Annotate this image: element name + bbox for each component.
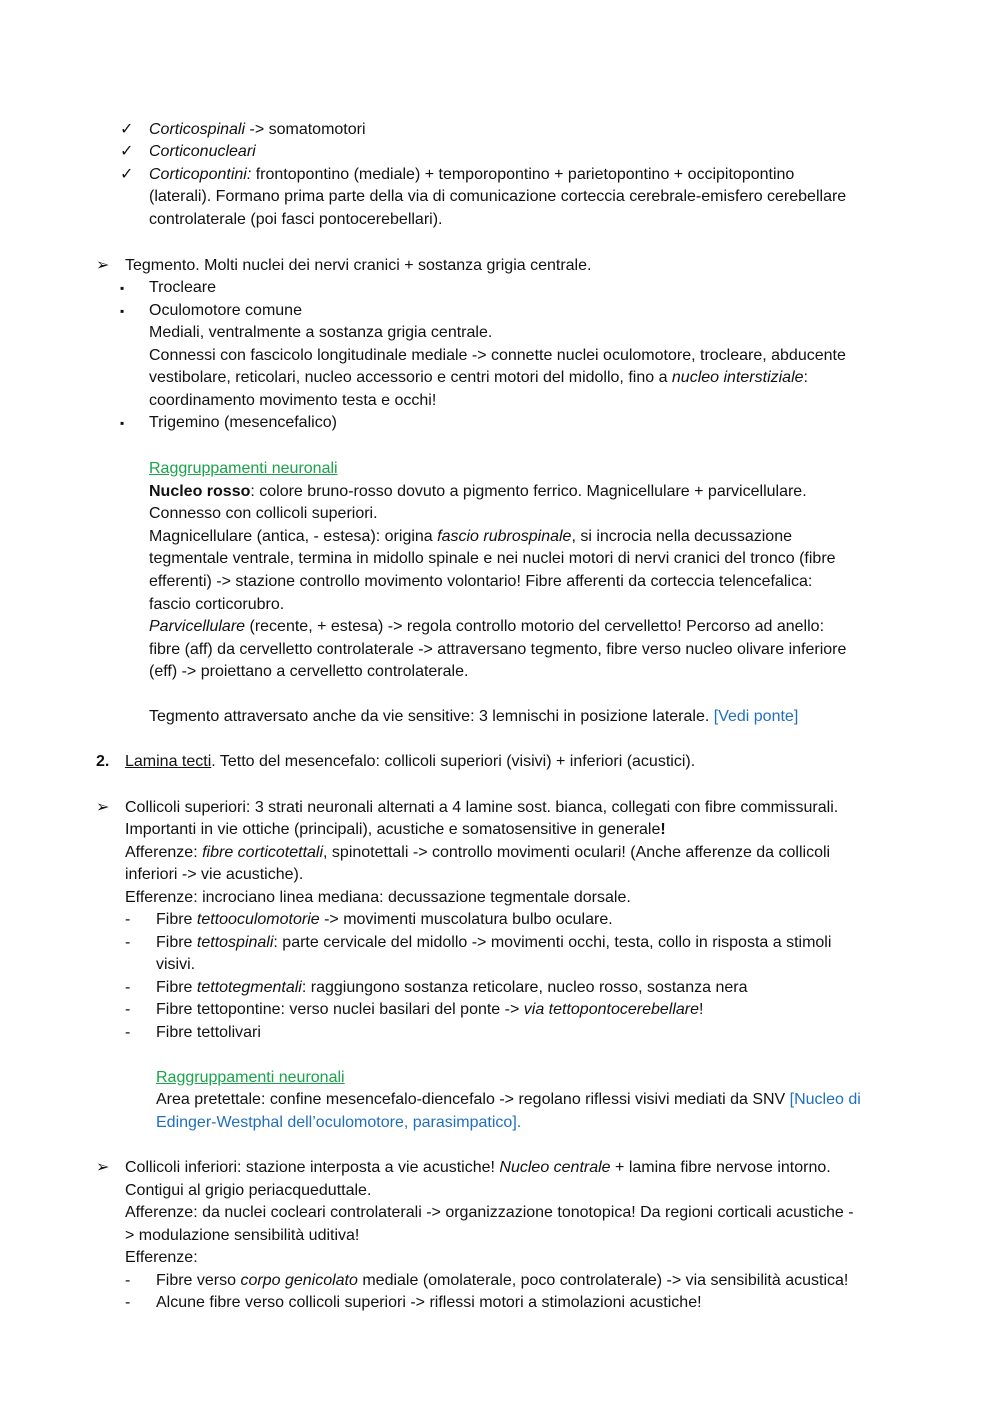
text-line: Nucleo rosso: colore bruno-rosso dovuto a pigmento ferrico. Magnicellulare + parvicellulare. [149, 483, 807, 500]
text-line: Connesso con collicoli superiori. [149, 505, 378, 522]
text-line: efferenti) -> stazione controllo movimento volontario! Fibre afferenti da corteccia telencefalica: [149, 573, 813, 590]
dash-bullet: - [125, 1024, 131, 1041]
text-line: (eff) -> proiettano a cervelletto controlaterale. [149, 663, 469, 680]
collicoli-inferiori-title: Collicoli inferiori: stazione interposta a vie acustiche! Nucleo centrale + lamina fibre nervose intorno. [125, 1159, 831, 1176]
text-line: Area pretettale: confine mesencefalo-diencefalo -> regolano riflessi visivi mediati da SNV [Nucleo di [156, 1091, 861, 1108]
list-item: Fibre tettooculomotorie -> movimenti muscolatura bulbo oculare. [156, 911, 613, 928]
checkmark-icon: ✓ [120, 166, 134, 183]
tegmento-title: Tegmento. Molti nuclei dei nervi cranici + sostanza grigia centrale. [125, 257, 592, 274]
section-heading-raggruppamenti: Raggruppamenti neuronali [156, 1069, 345, 1086]
arrow-bullet-icon: ➢ [96, 799, 110, 816]
text-line: Afferenze: fibre corticotettali, spinotettali -> controllo movimenti oculari! (Anche afferenze da collicoli [125, 844, 831, 861]
text-line: visivi. [156, 956, 196, 973]
collicoli-superiori-title: Collicoli superiori: 3 strati neuronali alternati a 4 lamine sost. bianca, collegati con fibre commissurali. [125, 799, 839, 816]
section-number: 2. [96, 753, 110, 770]
lamina-tecti-line: Lamina tecti. Tetto del mesencefalo: collicoli superiori (visivi) + inferiori (acustici). [125, 753, 696, 770]
text-line: Efferenze: [125, 1249, 198, 1266]
text-line: Contigui al grigio periacqueduttale. [125, 1182, 372, 1199]
dash-bullet: - [125, 1001, 131, 1018]
list-item: Fibre tettolivari [156, 1024, 261, 1041]
dash-bullet: - [125, 934, 131, 951]
item-oculomotore: Oculomotore comune [149, 302, 302, 319]
text-line: Importanti in vie ottiche (principali), acustiche e somatosensitive in generale! [125, 821, 666, 838]
dash-bullet: - [125, 911, 131, 928]
list-item: Fibre verso corpo genicolato mediale (omolaterale, poco controlaterale) -> via sensibilità acustica! [156, 1272, 849, 1289]
text-line: controlaterale (poi fasci pontocerebellari). [149, 211, 443, 228]
arrow-bullet-icon: ➢ [96, 257, 110, 274]
item-corticospinali: Corticospinali -> somatomotori [149, 121, 366, 138]
text-line: tegmentale ventrale, termina in midollo spinale e nei nuclei motori di nervi cranici del tronco (fibre [149, 550, 836, 567]
edinger-westphal-link[interactable]: [Nucleo di [789, 1091, 861, 1108]
checkmark-icon: ✓ [120, 121, 134, 138]
text-line: (laterali). Formano prima parte della via di comunicazione corteccia cerebrale-emisfero cerebellare [149, 188, 847, 205]
text-line: Parvicellulare (recente, + estesa) -> regola controllo motorio del cervelletto! Percorso ad anello: [149, 618, 825, 635]
text-line: fascio corticorubro. [149, 596, 285, 613]
list-item: Fibre tettospinali: parte cervicale del midollo -> movimenti occhi, testa, collo in risposta a stimoli [156, 934, 832, 951]
item-corticonucleari: Corticonucleari [149, 143, 256, 160]
text-line: > modulazione sensibilità uditiva! [125, 1227, 360, 1244]
dash-bullet: - [125, 1272, 131, 1289]
list-item: Fibre tettopontine: verso nuclei basilari del ponte -> via tettopontocerebellare! [156, 1001, 704, 1018]
item-trocleare: Trocleare [149, 279, 216, 296]
list-item: Alcune fibre verso collicoli superiori -> riflessi motori a stimolazioni acustiche! [156, 1294, 702, 1311]
section-heading-raggruppamenti: Raggruppamenti neuronali [149, 460, 338, 477]
text-line: Connessi con fascicolo longitudinale mediale -> connette nuclei oculomotore, trocleare, abducente [149, 347, 846, 364]
text-line: Efferenze: incrociano linea mediana: decussazione tegmentale dorsale. [125, 889, 631, 906]
square-bullet-icon: ▪ [120, 281, 125, 295]
item-corticopontini: Corticopontini: frontopontino (mediale) + temporopontino + parietopontino + occipitopontino [149, 166, 795, 183]
text-line: Tegmento attraversato anche da vie sensitive: 3 lemnischi in posizione laterale. [Vedi ponte] [149, 708, 799, 725]
square-bullet-icon: ▪ [120, 304, 125, 318]
checkmark-icon: ✓ [120, 143, 134, 160]
text-line: Magnicellulare (antica, - estesa): origina fascio rubrospinale, si incrocia nella decussazione [149, 528, 792, 545]
square-bullet-icon: ▪ [120, 416, 125, 430]
vedi-ponte-link[interactable]: [Vedi ponte] [713, 708, 799, 725]
text-line: Afferenze: da nuclei cocleari controlaterali -> organizzazione tonotopica! Da regioni corticali acustiche - [125, 1204, 854, 1221]
text-line: inferiori -> vie acustiche). [125, 866, 304, 883]
text-line: coordinamento movimento testa e occhi! [149, 392, 437, 409]
text-line: Mediali, ventralmente a sostanza grigia centrale. [149, 324, 493, 341]
text-line: fibre (aff) da cervelletto controlaterale -> attraversano tegmento, fibre verso nucleo olivare inferiore [149, 641, 847, 658]
list-item: Fibre tettotegmentali: raggiungono sostanza reticolare, nucleo rosso, sostanza nera [156, 979, 748, 996]
dash-bullet: - [125, 1294, 131, 1311]
text-line: vestibolare, reticolari, nucleo accessorio e centri motori del midollo, fino a nucleo interstiziale: [149, 369, 808, 386]
dash-bullet: - [125, 979, 131, 996]
edinger-westphal-link-cont[interactable]: Edinger-Westphal dell’oculomotore, parasimpatico]. [156, 1114, 522, 1131]
arrow-bullet-icon: ➢ [96, 1159, 110, 1176]
item-trigemino: Trigemino (mesencefalico) [149, 414, 337, 431]
